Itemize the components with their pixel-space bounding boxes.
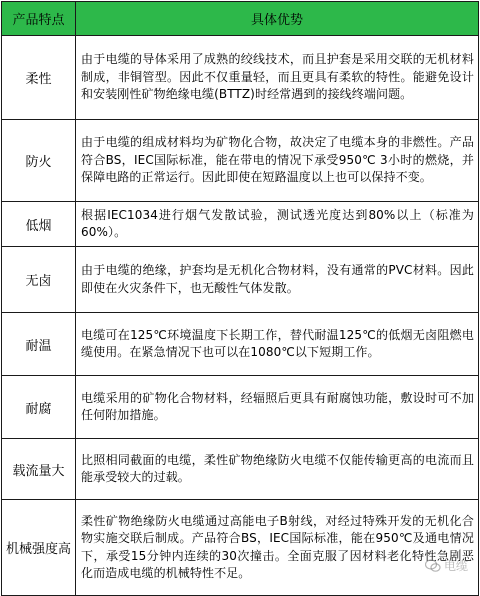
feature-cell: 低烟 [2,202,76,247]
advantage-cell: 电缆可在125℃环境温度下长期工作，替代耐温125℃的低烟无卤阻燃电缆使用。在紧急情况下也可以在1080℃以下短期工作。 [76,313,479,376]
table-row [2,247,479,313]
feature-cell: 耐腐 [2,376,76,439]
table-row [2,439,479,500]
feature-cell: 无卤 [2,247,76,313]
advantage-cell: 由于电缆的组成材料均为矿物化合物，故决定了电缆本身的非燃性。产品符合BS，IEC国际标准，能在带电的情况下承受950℃ 3小时的燃烧，并保障电路的正常运行。因此即使在短路温度以上也可以保持不变。 [76,120,479,202]
advantage-cell: 根据IEC1034进行烟气发散试验，测试透光度达到80%以上（标准为60%）。 [76,202,479,247]
table-row [2,202,479,247]
advantage-cell: 柔性矿物绝缘防火电缆通过高能电子B射线，对经过特殊开发的无机化合物实施交联后制成。产品符合BS，IEC国际标准，能在950℃及通电情况下，承受15分钟内连续的30次撞击。全面克服了因材料老化特性急剧恶化而造成电缆的机械特性不足。 [76,500,479,596]
watermark-text: 电缆 [443,559,468,573]
header-advantage: 具体优势 [76,2,479,36]
advantage-cell: 电缆采用的矿物化合物材料，经辐照后更具有耐腐蚀功能，敷设时可不加任何附加措施。 [76,376,479,439]
feature-cell: 耐温 [2,313,76,376]
table-header-row [2,2,479,36]
table-row [2,500,479,596]
advantage-cell: 比照相同截面的电缆，柔性矿物绝缘防火电缆不仅能传输更高的电流而且能承受较大的过载。 [76,439,479,500]
advantage-cell: 由于电缆的绝缘，护套均是无机化合物材料，没有通常的PVC材料。因此即使在火灾条件下，也无酸性气体发散。 [76,247,479,313]
table-row [2,376,479,439]
feature-cell: 防火 [2,120,76,202]
table-row [2,120,479,202]
table-row [2,313,479,376]
feature-cell: 载流量大 [2,439,76,500]
header-feature: 产品特点 [2,2,76,36]
feature-cell: 柔性 [2,36,76,120]
advantage-cell: 由于电缆的导体采用了成熟的绞线技术，而且护套是采用交联的无机材料制成，非铜管型。因此不仅重量轻，而且更具有柔软的特性。能避免设计和安装刚性矿物绝缘电缆(BTTZ)时经常遇到的接线终端问题。 [76,36,479,120]
feature-cell: 机械强度高 [2,500,76,596]
table-row [2,36,479,120]
cable-features-table [1,1,479,596]
